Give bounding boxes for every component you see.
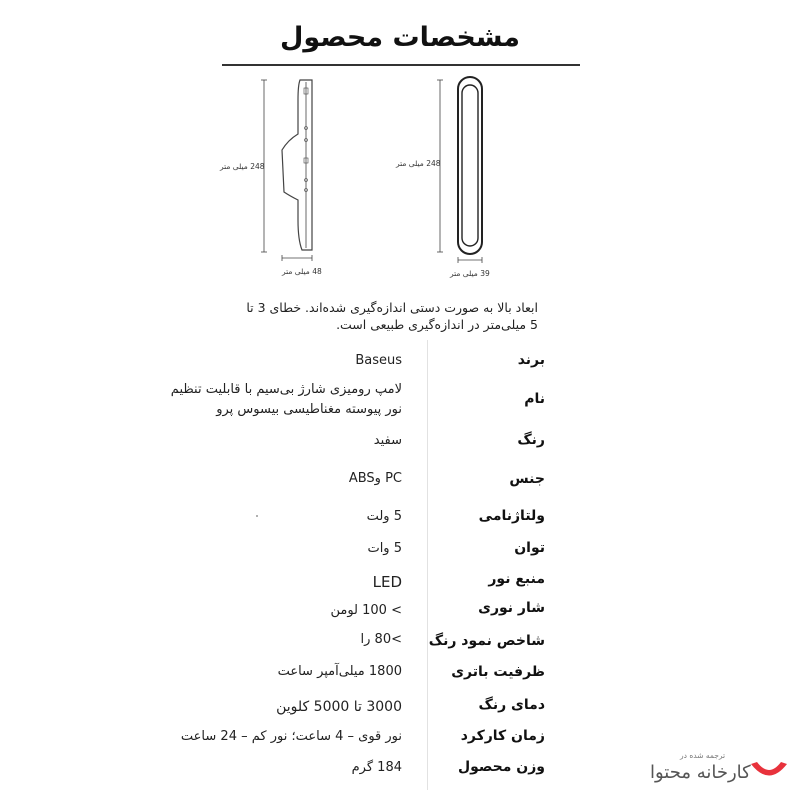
spec-label-voltage: ولتاژنامی <box>478 508 545 524</box>
spec-value-weight: 184 گرم <box>351 760 402 775</box>
spec-label-color-temp: دمای رنگ <box>478 697 545 713</box>
spec-label-color: رنگ <box>517 432 545 448</box>
spec-value-brand: Baseus <box>355 353 402 368</box>
spec-value-luminous-flux: > 100 لومن <box>330 603 402 618</box>
spec-value-runtime: نور قوی – 4 ساعت؛ نور کم – 24 ساعت <box>180 729 402 744</box>
logo-caption: ترجمه شده در <box>680 751 726 760</box>
logo-smile-icon <box>748 755 790 783</box>
spec-label-weight: وزن محصول <box>457 759 545 775</box>
spec-label-material: جنس <box>509 471 545 487</box>
stray-dot <box>256 515 258 517</box>
spec-label-runtime: زمان کارکرد <box>460 728 545 744</box>
logo-text: کارخانه محتوا <box>650 762 751 783</box>
spec-value-power: 5 وات <box>367 541 402 556</box>
product-drawing <box>0 0 800 300</box>
side-width-label: 48 میلی متر <box>282 267 322 276</box>
spec-value-material: PC وABS <box>348 471 402 486</box>
spec-value-cri: >80 را <box>360 632 402 647</box>
measurement-note: ابعاد بالا به صورت دستی اندازه‌گیری شده‌اند. خطای 3 تا 5 میلی‌متر در اندازه‌گیری طبیعی است. <box>246 300 538 332</box>
side-height-label: 248 میلی متر <box>220 162 265 171</box>
spec-value-color-temp: 3000 تا 5000 کلوین <box>276 699 402 715</box>
spec-value-light-source: LED <box>372 573 402 591</box>
spec-label-light-source: منبع نور <box>488 571 545 587</box>
spec-column-divider <box>427 340 428 790</box>
spec-value-voltage: 5 ولت <box>366 509 402 524</box>
side-view-drawing <box>261 80 312 261</box>
front-height-label: 248 میلی متر <box>396 159 441 168</box>
spec-label-power: توان <box>514 540 545 556</box>
page-title: مشخصات محصول <box>279 22 521 53</box>
front-view-drawing <box>437 77 482 263</box>
spec-label-brand: برند <box>517 352 545 368</box>
spec-value-battery: 1800 میلی‌آمپر ساعت <box>277 664 402 679</box>
spec-label-battery: ظرفیت باتری <box>451 664 545 680</box>
spec-label-luminous-flux: شار نوری <box>478 600 545 616</box>
spec-label-cri: شاخص نمود رنگ <box>428 633 545 649</box>
spec-value-color: سفید <box>373 433 402 448</box>
spec-value-name: لامپ رومیزی شارژ بی‌سیم با قابلیت تنظیم نور پیوسته مغناطیسی بیسوس پرو <box>170 382 402 417</box>
front-width-label: 39 میلی متر <box>450 269 490 278</box>
spec-label-name: نام <box>524 391 545 407</box>
